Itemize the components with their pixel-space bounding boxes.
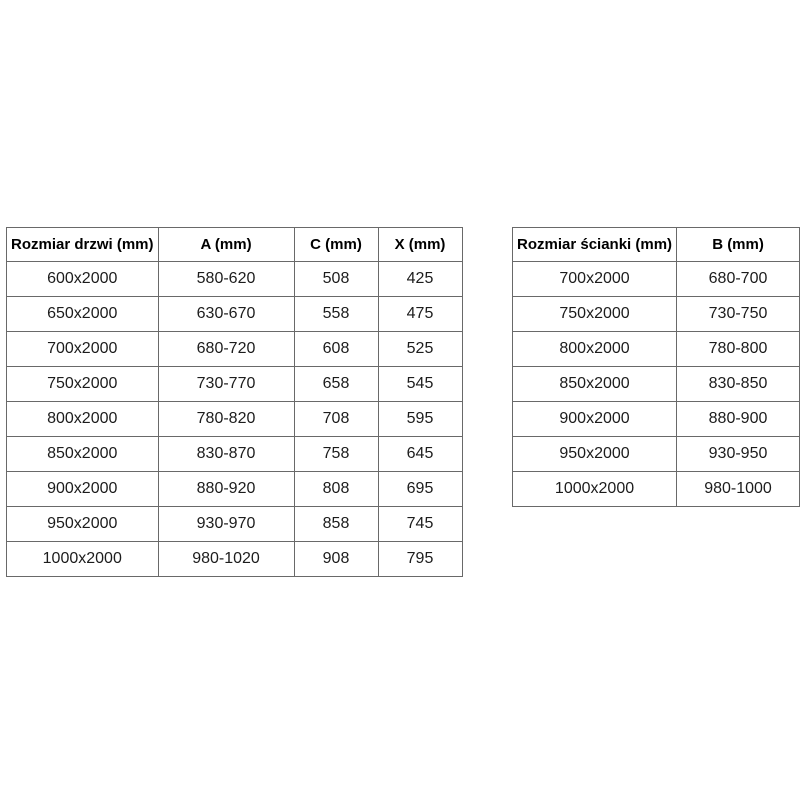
table-cell: 950x2000 <box>513 437 677 472</box>
table-row <box>7 297 463 332</box>
table-row <box>513 402 800 437</box>
table-cell: 880-920 <box>158 472 294 507</box>
table-cell: 750x2000 <box>513 297 677 332</box>
table-cell: 680-700 <box>677 262 800 297</box>
table-row <box>7 507 463 542</box>
table-row <box>513 262 800 297</box>
table-cell: 850x2000 <box>7 437 159 472</box>
table-cell: 900x2000 <box>513 402 677 437</box>
table-cell: 795 <box>378 542 462 577</box>
table-cell: 708 <box>294 402 378 437</box>
table-row <box>513 472 800 507</box>
table-cell: 980-1000 <box>677 472 800 507</box>
door-size-table-container <box>6 227 463 577</box>
table-cell: 508 <box>294 262 378 297</box>
table-cell: 1000x2000 <box>7 542 159 577</box>
table-row <box>7 367 463 402</box>
table-row <box>513 367 800 402</box>
wall-size-table-header-row <box>513 228 800 262</box>
table-cell: 1000x2000 <box>513 472 677 507</box>
table-row <box>7 332 463 367</box>
table-row <box>513 297 800 332</box>
table-cell: 650x2000 <box>7 297 159 332</box>
table-cell: 680-720 <box>158 332 294 367</box>
table-cell: 800x2000 <box>7 402 159 437</box>
wall-size-table <box>512 227 800 507</box>
table-cell: 558 <box>294 297 378 332</box>
table-cell: 908 <box>294 542 378 577</box>
table-row <box>7 437 463 472</box>
wall-size-table-container <box>512 227 800 507</box>
table-cell: 545 <box>378 367 462 402</box>
table-cell: 580-620 <box>158 262 294 297</box>
table-cell: 880-900 <box>677 402 800 437</box>
table-cell: 830-850 <box>677 367 800 402</box>
table-cell: 758 <box>294 437 378 472</box>
table-cell: 745 <box>378 507 462 542</box>
table-cell: 700x2000 <box>7 332 159 367</box>
table-cell: 700x2000 <box>513 262 677 297</box>
table-cell: 780-820 <box>158 402 294 437</box>
table-cell: 600x2000 <box>7 262 159 297</box>
table-cell: 595 <box>378 402 462 437</box>
table-cell: 750x2000 <box>7 367 159 402</box>
table-row <box>513 437 800 472</box>
table-cell: 950x2000 <box>7 507 159 542</box>
table-cell: 645 <box>378 437 462 472</box>
table-row <box>7 402 463 437</box>
door-size-table <box>6 227 463 577</box>
table-row <box>7 472 463 507</box>
column-header: A (mm) <box>158 228 294 262</box>
table-cell: 808 <box>294 472 378 507</box>
table-cell: 980-1020 <box>158 542 294 577</box>
table-row <box>7 542 463 577</box>
table-cell: 930-950 <box>677 437 800 472</box>
table-cell: 780-800 <box>677 332 800 367</box>
table-cell: 800x2000 <box>513 332 677 367</box>
table-cell: 930-970 <box>158 507 294 542</box>
column-header: C (mm) <box>294 228 378 262</box>
column-header: Rozmiar ścianki (mm) <box>513 228 677 262</box>
table-cell: 608 <box>294 332 378 367</box>
table-cell: 900x2000 <box>7 472 159 507</box>
table-cell: 730-750 <box>677 297 800 332</box>
table-cell: 425 <box>378 262 462 297</box>
column-header: B (mm) <box>677 228 800 262</box>
table-cell: 658 <box>294 367 378 402</box>
table-row <box>513 332 800 367</box>
table-cell: 858 <box>294 507 378 542</box>
table-cell: 830-870 <box>158 437 294 472</box>
table-cell: 475 <box>378 297 462 332</box>
table-cell: 630-670 <box>158 297 294 332</box>
column-header: X (mm) <box>378 228 462 262</box>
table-cell: 850x2000 <box>513 367 677 402</box>
table-cell: 730-770 <box>158 367 294 402</box>
table-row <box>7 262 463 297</box>
column-header: Rozmiar drzwi (mm) <box>7 228 159 262</box>
table-cell: 525 <box>378 332 462 367</box>
door-size-table-header-row <box>7 228 463 262</box>
table-cell: 695 <box>378 472 462 507</box>
